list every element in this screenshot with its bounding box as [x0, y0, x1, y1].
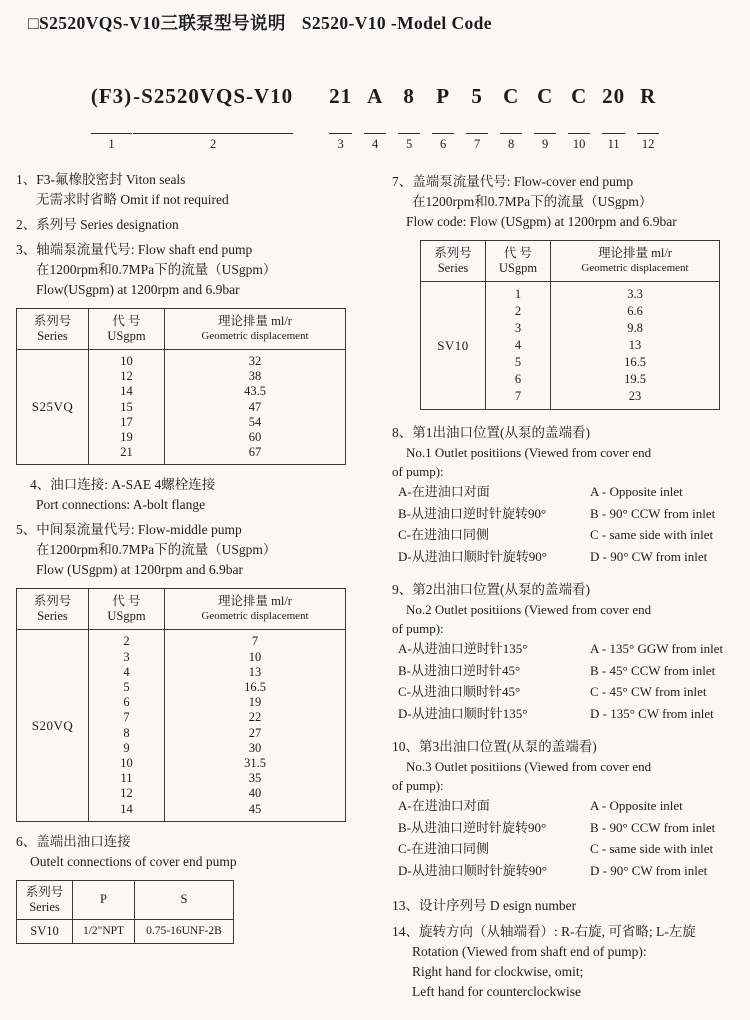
segment-underline: [398, 133, 420, 134]
header-displacement-en: Geometric displacement: [201, 610, 309, 623]
note-line: Port connections: A-bolt flange: [36, 497, 206, 513]
outlet-title: 9、第2出油口位置(从泵的盖端看): [392, 582, 590, 597]
segment-text: C: [537, 84, 554, 108]
code-cell: 19: [120, 430, 133, 445]
outlet-subtitle: No.3 Outlet positiions (Viewed from cover end: [406, 759, 652, 774]
displacement-cell: 45: [248, 801, 262, 816]
middle-flow-table: [16, 588, 346, 821]
outlet-option: [392, 503, 738, 525]
displacement-cell: 47: [248, 399, 262, 414]
outlet-option: [392, 681, 738, 703]
note-line: 14、旋转方向（从轴端看）: R-右旋, 可省略; L-左旋: [392, 924, 696, 939]
segment-underline: [329, 133, 352, 134]
series-name: SV10: [421, 282, 486, 409]
code-cell: 12: [120, 786, 133, 801]
header-code-en: USgpm: [107, 609, 146, 624]
header-code: [89, 589, 165, 629]
model-code-block: [0, 84, 750, 152]
segment-text: A: [367, 84, 384, 108]
note-line: 无需求时省略 Omit if not required: [36, 192, 229, 207]
code-column: [486, 282, 551, 409]
note-line: 在1200rpm和0.7MPa下的流量（USgpm）: [36, 262, 277, 277]
header-code-cn: 代 号: [112, 594, 141, 609]
code-cell: 17: [120, 414, 133, 429]
code-cell: 2: [123, 634, 130, 649]
code-cell: 7: [123, 710, 130, 725]
code-cell: 4: [123, 664, 130, 679]
note-line: Right hand for clockwise, omit;: [412, 964, 584, 979]
note-line: Flow code: Flow (USgpm) at 1200rpm and 6.9bar: [406, 214, 677, 229]
title-english: S2520-V10 -Model Code: [301, 13, 492, 33]
table-row: [17, 920, 233, 943]
displacement-cell: 38: [248, 369, 262, 384]
model-code-segment: [500, 84, 522, 152]
code-cell: 3: [514, 321, 522, 335]
model-code-segments: [85, 84, 665, 152]
code-cell: 21: [120, 445, 133, 460]
segment-number: 9: [542, 137, 549, 151]
option-chinese: D-从进油口顺时针旋转90°: [398, 862, 547, 878]
outlet-options: [392, 638, 738, 724]
outlet-option: [392, 481, 738, 503]
displacement-cell: 31.5: [244, 756, 266, 771]
title-chinese: □S2520VQS-V10三联泵型号说明: [28, 13, 286, 33]
note-line: 5、中间泵流量代号: Flow-middle pump: [16, 522, 242, 538]
code-cell: 7: [514, 389, 522, 403]
outlet-option: [392, 703, 738, 725]
header-series-en: Series: [37, 329, 68, 343]
option-english: B - 90° CCW from inlet: [590, 505, 716, 521]
header-series: [17, 589, 89, 629]
option-english: C - 45° CW from inlet: [590, 684, 707, 699]
note-line: Outelt connections of cover end pump: [30, 853, 237, 869]
note-line: 13、设计序列号 D esign number: [392, 898, 577, 913]
table-body: [421, 282, 719, 409]
option-chinese: B-从进油口逆时针旋转90°: [398, 505, 547, 521]
segment-underline: [432, 133, 454, 134]
displacement-cell: 13: [628, 338, 642, 352]
page-title: [28, 10, 492, 35]
outlet-options: [392, 481, 738, 567]
note-item-2: [16, 215, 378, 235]
header-series-cn: 系列号: [25, 884, 64, 899]
segment-number: 3: [337, 137, 344, 151]
header-displacement-en: Geometric displacement: [581, 262, 689, 274]
option-chinese: A-从进油口逆时针135°: [398, 641, 528, 656]
segment-text: 5: [471, 84, 483, 108]
option-english: C - same side with inlet: [590, 841, 714, 856]
option-english: B - 90° CCW from inlet: [590, 819, 716, 835]
outlet-option: [392, 817, 738, 839]
segment-number: 11: [607, 137, 620, 151]
outlet-subtitle: of pump):: [392, 621, 444, 636]
option-chinese: A-在进油口对面: [398, 798, 490, 813]
option-english: D - 90° CW from inlet: [590, 548, 708, 564]
segment-text: (F3): [90, 84, 133, 108]
outlet-subtitle: of pump):: [392, 464, 444, 479]
table-body: [17, 630, 345, 820]
displacement-cell: 22: [248, 710, 262, 725]
table-header: [17, 881, 233, 920]
outlet-option: [392, 660, 738, 682]
segment-underline: [364, 133, 386, 134]
s-port-value: 0.75-16UNF-2B: [146, 924, 222, 937]
displacement-cell: 16.5: [244, 680, 266, 695]
model-code-segment: [364, 84, 386, 152]
model-code-segment: [602, 84, 625, 152]
segment-underline: [466, 133, 488, 134]
header-series-cn: 系列号: [33, 314, 72, 328]
displacement-cell: 60: [248, 430, 262, 445]
header-s: S: [180, 892, 188, 907]
header-code: [89, 309, 165, 349]
displacement-cell: 67: [248, 445, 262, 460]
displacement-cell: 27: [248, 725, 262, 740]
option-chinese: D-从进油口顺时针135°: [398, 705, 528, 721]
code-cell: 3: [123, 649, 130, 664]
outlet-option: [392, 860, 738, 882]
note-line: 7、盖端泵流量代号: Flow-cover end pump: [392, 174, 634, 189]
option-chinese: B-从进油口逆时针45°: [398, 662, 521, 678]
segment-number: 10: [572, 137, 586, 151]
outlet-title: 10、第3出油口位置(从泵的盖端看): [392, 739, 597, 754]
displacement-cell: 54: [248, 414, 262, 429]
note-item-3: [16, 240, 378, 300]
option-english: C - same side with inlet: [590, 527, 714, 542]
note-line: 2、系列号 Series designation: [16, 217, 179, 232]
outlet-position-3: [392, 737, 738, 881]
note-line: 4、油口连接: A-SAE 4螺栓连接: [30, 477, 216, 493]
cover-flow-table: [420, 240, 720, 410]
segment-number: 1: [108, 137, 115, 151]
code-cell: 2: [514, 304, 522, 318]
segment-number: 4: [372, 137, 379, 151]
option-english: B - 45° CCW from inlet: [590, 662, 716, 678]
option-chinese: C-在进油口同侧: [398, 841, 490, 856]
note-item-13: [392, 896, 738, 916]
series-name: SV10: [17, 920, 73, 943]
displacement-cell: 6.6: [627, 304, 643, 318]
table-body: [17, 350, 345, 464]
segment-underline: [534, 133, 556, 134]
outlet-subtitle: No.2 Outlet positiions (Viewed from cover end: [406, 602, 652, 617]
shaft-flow-table: [16, 308, 346, 465]
note-item-4: [16, 475, 378, 515]
outlet-subtitle: of pump):: [392, 778, 444, 793]
option-english: A - Opposite inlet: [590, 484, 683, 499]
note-line: 1、F3-氟橡胶密封 Viton seals: [16, 172, 186, 187]
displacement-cell: 3.3: [627, 287, 643, 301]
outlet-title: 8、第1出油口位置(从泵的盖端看): [392, 425, 590, 440]
displacement-cell: 43.5: [244, 384, 266, 399]
header-code-cn: 代 号: [503, 246, 533, 260]
model-code-segment: [568, 84, 590, 152]
segment-text: R: [640, 84, 657, 108]
segment-number: 12: [641, 137, 655, 151]
table-header: [421, 241, 719, 282]
header-code-cn: 代 号: [112, 314, 141, 328]
note-line: 在1200rpm和0.7MPa下的流量（USgpm）: [36, 542, 277, 558]
header-displacement: [551, 241, 719, 281]
segment-text: C: [503, 84, 520, 108]
segment-text: C: [571, 84, 588, 108]
model-code-segment: [329, 84, 352, 152]
header-code-en: USgpm: [498, 261, 538, 275]
note-line: 在1200rpm和0.7MPa下的流量（USgpm）: [412, 194, 653, 209]
segment-underline: [133, 133, 293, 134]
left-column: [16, 170, 378, 944]
outlet-option: [392, 795, 738, 817]
option-english: D - 135° CW from inlet: [590, 705, 714, 721]
segment-underline: [602, 133, 625, 134]
note-line: Flow (USgpm) at 1200rpm and 6.9bar: [36, 562, 243, 578]
displacement-cell: 32: [248, 354, 262, 368]
header-series: [421, 241, 486, 281]
note-item-5: [16, 520, 378, 580]
note-line: Flow(USgpm) at 1200rpm and 6.9bar: [36, 282, 240, 297]
header-series-cn: 系列号: [434, 246, 472, 260]
segment-text: 20: [602, 84, 626, 108]
note-item-1: [16, 170, 378, 210]
code-cell: 12: [120, 369, 133, 384]
displacement-cell: 40: [248, 786, 262, 801]
code-column: [89, 630, 165, 820]
displacement-cell: 19: [248, 695, 262, 710]
displacement-column: [165, 350, 345, 464]
note-line: Rotation (Viewed from shaft end of pump):: [412, 944, 647, 959]
displacement-column: [551, 282, 719, 409]
code-cell: 14: [120, 384, 133, 399]
model-code-segment: [534, 84, 556, 152]
header-series-en: Series: [29, 899, 60, 914]
header-p: P: [73, 881, 135, 919]
segment-number: 8: [508, 137, 515, 151]
code-cell: 10: [120, 354, 133, 368]
option-chinese: C-从进油口顺时针45°: [398, 684, 521, 699]
code-cell: 4: [514, 338, 522, 352]
header-displacement-cn: 理论排量 ml/r: [598, 246, 672, 260]
option-chinese: A-在进油口对面: [398, 484, 490, 499]
code-cell: 9: [123, 740, 130, 755]
note-item-7: [392, 172, 738, 232]
code-cell: 11: [120, 771, 133, 786]
header-displacement: [165, 309, 345, 349]
outlet-option: [392, 838, 738, 860]
code-cell: 8: [123, 725, 130, 740]
code-cell: 6: [123, 695, 130, 710]
segment-underline: [637, 133, 659, 134]
code-cell: 5: [123, 680, 130, 695]
segment-number: 7: [474, 137, 481, 151]
segment-text: P: [436, 84, 451, 108]
code-cell: 1: [514, 287, 522, 301]
displacement-column: [165, 630, 345, 820]
model-code-segment: [432, 84, 454, 152]
outlet-option: [392, 638, 738, 660]
displacement-cell: 23: [628, 389, 642, 403]
segment-number: 2: [210, 137, 217, 151]
header-code: [486, 241, 551, 281]
segment-text: -S2520VQS-V10: [133, 84, 294, 108]
option-chinese: B-从进油口逆时针旋转90°: [398, 819, 547, 835]
outlet-options: [392, 795, 738, 881]
p-port-value: 1/2"NPT: [73, 920, 135, 943]
right-column: [392, 172, 738, 1007]
code-cell: 14: [120, 801, 133, 816]
series-name: S20VQ: [17, 630, 89, 820]
header-code-en: USgpm: [107, 329, 146, 343]
table-header: [17, 309, 345, 350]
code-cell: 15: [120, 399, 133, 414]
header-series-cn: 系列号: [33, 594, 72, 609]
outlet-subtitle: No.1 Outlet positiions (Viewed from cover end: [406, 445, 652, 460]
header-series: [17, 309, 89, 349]
model-code-segment: [133, 84, 293, 152]
code-column: [89, 350, 165, 464]
segment-text: 8: [403, 84, 415, 108]
header-displacement-cn: 理论排量 ml/r: [218, 594, 292, 609]
option-chinese: D-从进油口顺时针旋转90°: [398, 548, 547, 564]
model-code-segment: [466, 84, 488, 152]
displacement-cell: 16.5: [624, 355, 646, 369]
model-code-segment: [91, 84, 132, 152]
code-cell: 5: [514, 355, 522, 369]
segment-underline: [568, 133, 590, 134]
model-code-segment: [398, 84, 420, 152]
note-line: 3、轴端泵流量代号: Flow shaft end pump: [16, 242, 253, 257]
model-code-segment: [637, 84, 659, 152]
option-english: A - Opposite inlet: [590, 798, 683, 813]
header-displacement-en: Geometric displacement: [201, 330, 309, 342]
note-line: 6、盖端出油口连接: [16, 833, 131, 849]
segment-number: 6: [440, 137, 447, 151]
displacement-cell: 30: [248, 740, 262, 755]
segment-text: 21: [329, 84, 353, 108]
note-item-6: [16, 832, 378, 872]
table-header: [17, 589, 345, 630]
cover-connection-table: [16, 880, 234, 944]
option-english: D - 90° CW from inlet: [590, 862, 708, 878]
header-series-en: Series: [437, 261, 469, 275]
displacement-cell: 7: [251, 634, 259, 649]
outlet-position-1: [392, 423, 738, 567]
option-english: A - 135° GGW from inlet: [590, 641, 724, 656]
displacement-cell: 9.8: [627, 321, 643, 335]
note-line: Left hand for counterclockwise: [412, 984, 582, 999]
segment-number: 5: [406, 137, 413, 151]
code-cell: 6: [514, 372, 522, 386]
series-name: S25VQ: [17, 350, 89, 464]
header-series-en: Series: [37, 609, 68, 624]
code-cell: 10: [120, 756, 133, 771]
outlet-option: [392, 546, 738, 568]
displacement-cell: 35: [248, 771, 262, 786]
segment-underline: [500, 133, 522, 134]
segment-underline: [91, 133, 132, 134]
displacement-cell: 13: [248, 664, 262, 679]
header-displacement-cn: 理论排量 ml/r: [218, 314, 292, 328]
option-chinese: C-在进油口同侧: [398, 527, 490, 542]
displacement-cell: 19.5: [624, 372, 646, 386]
header-series: [17, 881, 73, 919]
outlet-position-2: [392, 580, 738, 724]
header-displacement: [165, 589, 345, 629]
outlet-option: [392, 524, 738, 546]
note-item-14: [392, 922, 738, 1002]
displacement-cell: 10: [248, 649, 262, 664]
